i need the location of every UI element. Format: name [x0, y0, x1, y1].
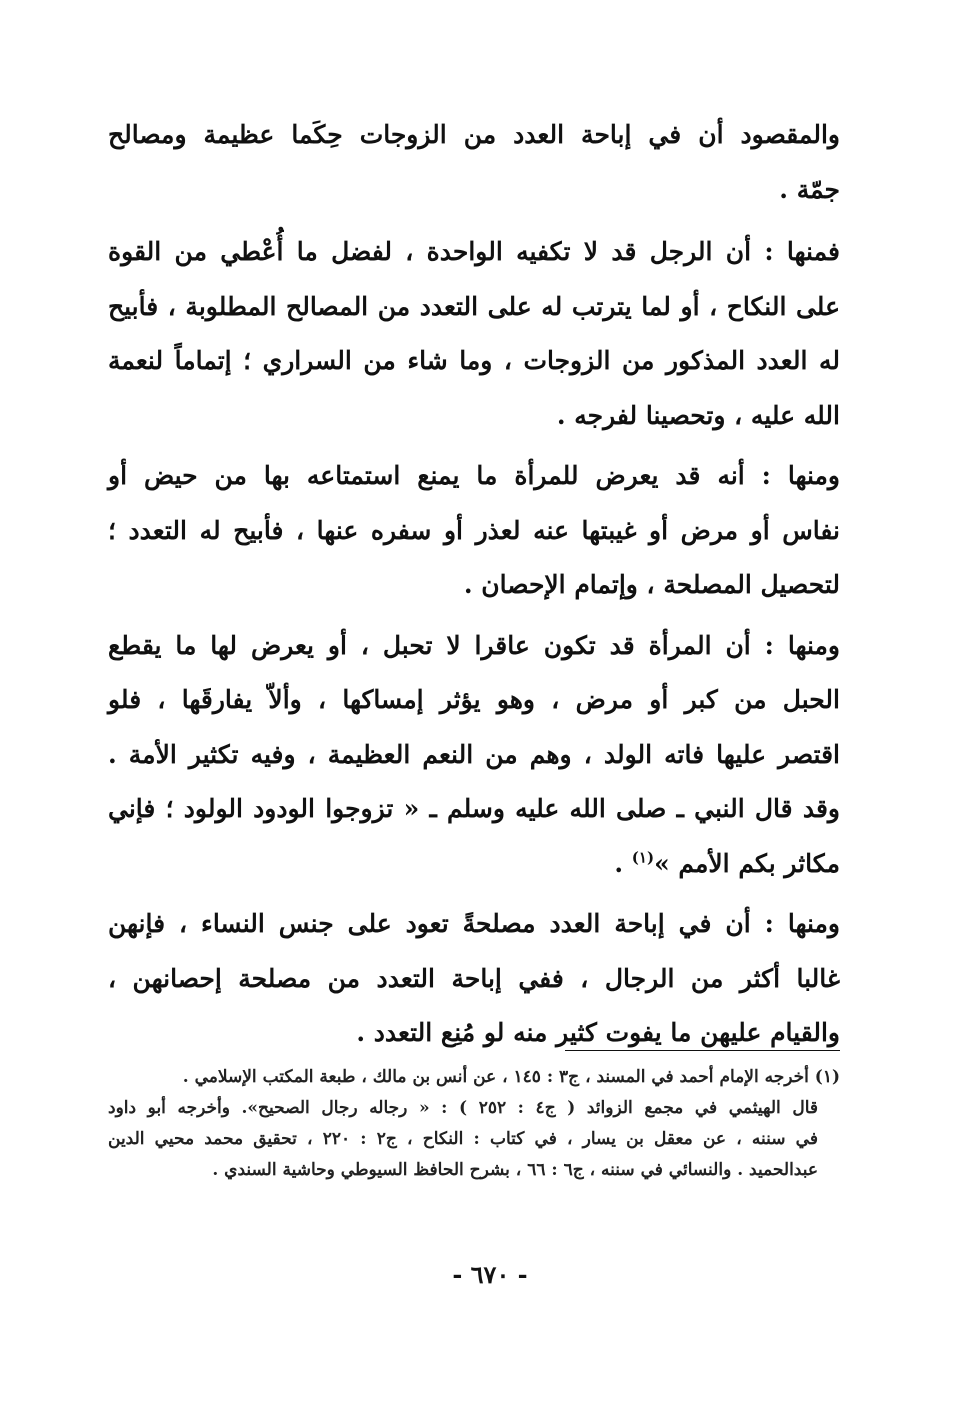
text-line: ومنها : أن في إباحة العدد مصلحةً تعود على جنس النساء ، فإنهن	[108, 909, 840, 938]
text-line: لتحصيل المصلحة ، وإتمام الإحصان .	[463, 570, 840, 599]
text-line: ومنها : أنه قد يعرض للمرأة ما يمنع استمتاعه بها من حيض أو	[108, 461, 840, 490]
text-line: جمّة .	[779, 174, 840, 204]
text-line-content: مكاثر بكم الأمم »	[654, 848, 840, 878]
text-line: نفاس أو مرض أو غيبتها عنه لعذر أو سفره عنها ، فأبيح له التعدد ؛	[108, 515, 840, 545]
footnote-line: عبدالحميد . والنسائي في سننه ، ج٦ : ٦٦ ، بشرح الحافظ السيوطي وحاشية السندي .	[212, 1160, 818, 1180]
page-body	[108, 108, 840, 1061]
text-line: والقيام عليهن ما يفوت كثير منه لو مُنِع التعدد .	[356, 1018, 840, 1047]
text-line: فمنها : أن الرجل قد لا تكفيه الواحدة ، لفضل ما أُعْطي من القوة	[108, 237, 840, 266]
footnote-reference[interactable]: (١)	[631, 848, 655, 867]
text-line: على النكاح ، أو لما يترتب له على التعدد من المصالح المطلوبة ، فأبيح	[108, 291, 840, 321]
text-line: والمقصود أن في إباحة العدد من الزوجات حِكَما عظيمة ومصالح	[108, 120, 840, 149]
footnote-divider	[565, 1050, 840, 1051]
text-line: اقتصر عليها فاته الولد ، وهم من النعم العظيمة ، وفيه تكثير الأمة .	[108, 739, 840, 769]
footnote-line: في سننه ، عن معقل بن يسار ، في كتاب : النكاح ، ج٢ : ٢٢٠ ، تحقيق محمد محيي الدين	[108, 1129, 818, 1149]
text-line: وقد قال النبي ـ صلى الله عليه وسلم ـ « تزوجوا الودود الولود ؛ فإني	[108, 794, 840, 823]
paragraph-5	[108, 897, 840, 1061]
text-line: الله عليه ، وتحصينا لفرجه .	[556, 400, 840, 430]
text-line: الحبل من كبر أو مرض ، وهو يؤثر إمساكها ، وألاّ يفارقَها ، فلو	[108, 685, 840, 714]
text-line	[108, 837, 840, 892]
sentence-end: .	[614, 848, 632, 878]
paragraph-2	[108, 225, 840, 443]
text-line: غالبا أكثر من الرجال ، ففي إباحة التعدد من مصلحة إحصانهن ،	[108, 963, 840, 993]
page-number: - ٦٧٠ -	[452, 1260, 528, 1289]
text-line: له العدد المذكور من الزوجات ، وما شاء من السراري ؛ إتماماً لنعمة	[108, 346, 840, 375]
footnote-line: (١) أخرجه الإمام أحمد في المسند ، ج٣ : ١٤٥ ، عن أنس بن مالك ، طبعة المكتب الإسلامي .	[182, 1067, 840, 1087]
paragraph-3	[108, 449, 840, 613]
paragraph-4	[108, 619, 840, 892]
text-line: ومنها : أن المرأة قد تكون عاقرا لا تحبل ، أو يعرض لها ما يقطع	[108, 630, 840, 660]
footnote-line: قال الهيثمي في مجمع الزوائد ( ج٤ : ٢٥٢ ) : « رجاله رجال الصحيح». وأخرجه أبو داود	[108, 1098, 818, 1118]
paragraph-1	[108, 108, 840, 217]
footnotes	[108, 1062, 840, 1186]
